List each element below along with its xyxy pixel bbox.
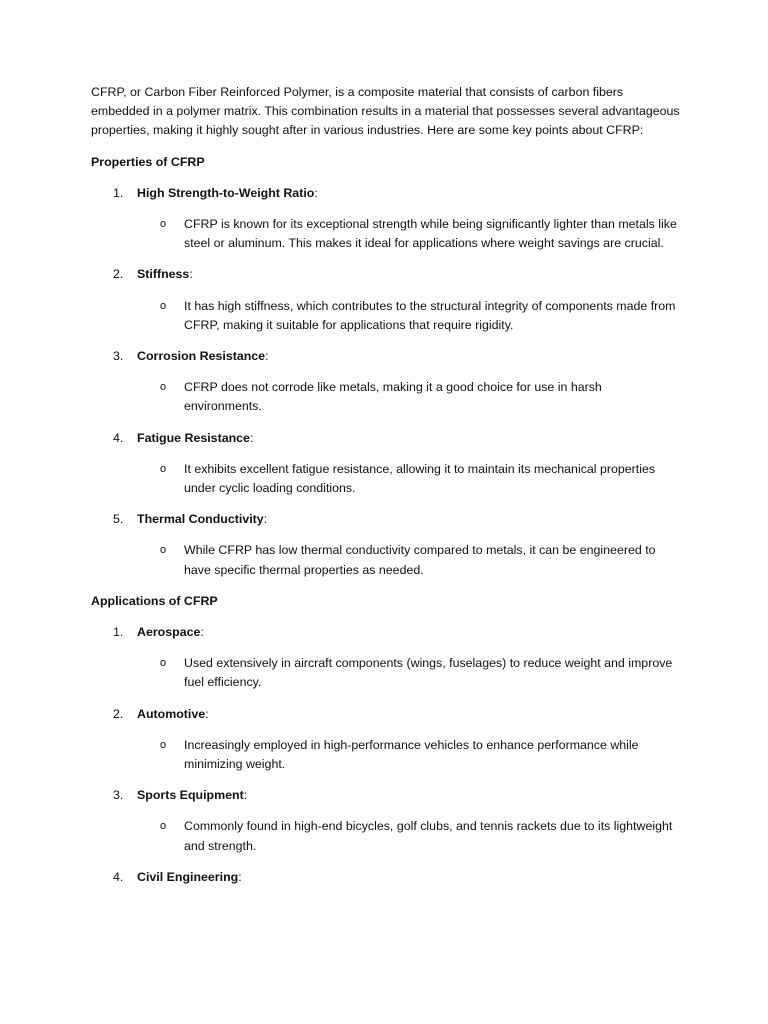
list-number: 3.: [113, 349, 124, 364]
item-detail: Increasingly employed in high-performance vehicles to enhance performance while minimizing weight.: [184, 737, 639, 772]
sub-list-item: [91, 460, 681, 498]
item-title: Fatigue Resistance: [137, 430, 250, 445]
item-title: Civil Engineering: [137, 869, 239, 884]
item-title: Corrosion Resistance: [137, 349, 266, 364]
intro-paragraph: CFRP, or Carbon Fiber Reinforced Polymer, is a composite material that consists of carbon fibers embedded in a polymer matrix. This combination results in a material that possesses several advantageous properties, making it highly sought after in various industries. Here are some key points about CFRP:: [91, 85, 680, 138]
item-title-suffix: :: [243, 788, 248, 803]
item-title-suffix: :: [314, 185, 318, 200]
properties-list: [91, 184, 681, 580]
item-detail: Used extensively in aircraft components (wings, fuselages) to reduce weight and improve fuel efficiency.: [184, 656, 673, 690]
list-number: 5.: [113, 512, 124, 527]
list-number: 4.: [113, 430, 124, 445]
item-detail: While CFRP has low thermal conductivity compared to metals, it can be engineered to have specific thermal properties as needed.: [184, 543, 656, 577]
sub-list-item: [91, 541, 681, 579]
item-title: Aerospace: [137, 625, 201, 640]
item-title-suffix: :: [205, 706, 209, 721]
item-title-suffix: :: [249, 430, 254, 445]
bullet-icon: o: [160, 299, 167, 312]
item-title-suffix: :: [238, 869, 242, 884]
list-item: [91, 868, 681, 887]
list-number: 2.: [113, 267, 124, 282]
list-item: [91, 347, 681, 417]
item-detail: It exhibits excellent fatigue resistance, allowing it to maintain its mechanical properties under cyclic loading conditions.: [184, 461, 656, 496]
sub-list-item: [91, 215, 681, 253]
item-title-suffix: :: [263, 512, 268, 527]
sub-list-item: [91, 654, 681, 692]
item-title: Automotive: [137, 706, 206, 721]
list-item: [91, 786, 681, 856]
list-number: 3.: [113, 788, 124, 803]
list-item: [91, 184, 681, 254]
list-item: [91, 265, 681, 335]
bullet-icon: o: [160, 462, 167, 475]
sub-list-item: [91, 817, 681, 855]
bullet-icon: o: [160, 544, 167, 557]
item-detail: CFRP does not corrode like metals, making it a good choice for use in harsh environments.: [184, 380, 602, 414]
sub-list-item: [91, 378, 681, 416]
bullet-icon: o: [160, 218, 167, 231]
sub-list-item: [91, 297, 681, 335]
list-number: 1.: [113, 625, 124, 640]
bullet-icon: o: [160, 738, 167, 751]
item-detail: Commonly found in high-end bicycles, golf clubs, and tennis rackets due to its lightweight and strength.: [184, 819, 673, 853]
document-body: [91, 83, 681, 899]
item-title: Stiffness: [137, 267, 190, 282]
section-properties: [91, 153, 681, 580]
item-title-suffix: :: [265, 349, 269, 364]
item-title-suffix: :: [189, 267, 193, 282]
list-item: [91, 510, 681, 580]
item-detail: It has high stiffness, which contributes to the structural integrity of components made from CFRP, making it suitable for applications that require rigidity.: [184, 298, 676, 332]
list-item: [91, 429, 681, 499]
list-number: 4.: [113, 869, 124, 884]
list-number: 1.: [113, 185, 124, 200]
bullet-icon: o: [160, 381, 167, 394]
sub-list-item: [91, 736, 681, 774]
section-applications: [91, 592, 681, 887]
bullet-icon: o: [160, 657, 167, 670]
applications-list: [91, 623, 681, 887]
item-title: Sports Equipment: [137, 788, 244, 803]
item-detail: CFRP is known for its exceptional strength while being significantly lighter than metals like steel or aluminum. This makes it ideal for applications where weight savings are crucial.: [184, 217, 677, 251]
section-heading: Applications of CFRP: [91, 593, 218, 608]
item-title: Thermal Conductivity: [137, 512, 264, 527]
list-number: 2.: [113, 706, 124, 721]
item-title-suffix: :: [200, 625, 204, 640]
list-item: [91, 623, 681, 693]
bullet-icon: o: [160, 820, 167, 833]
list-item: [91, 705, 681, 775]
item-title: High Strength-to-Weight Ratio: [137, 185, 315, 200]
section-heading: Properties of CFRP: [91, 154, 205, 169]
